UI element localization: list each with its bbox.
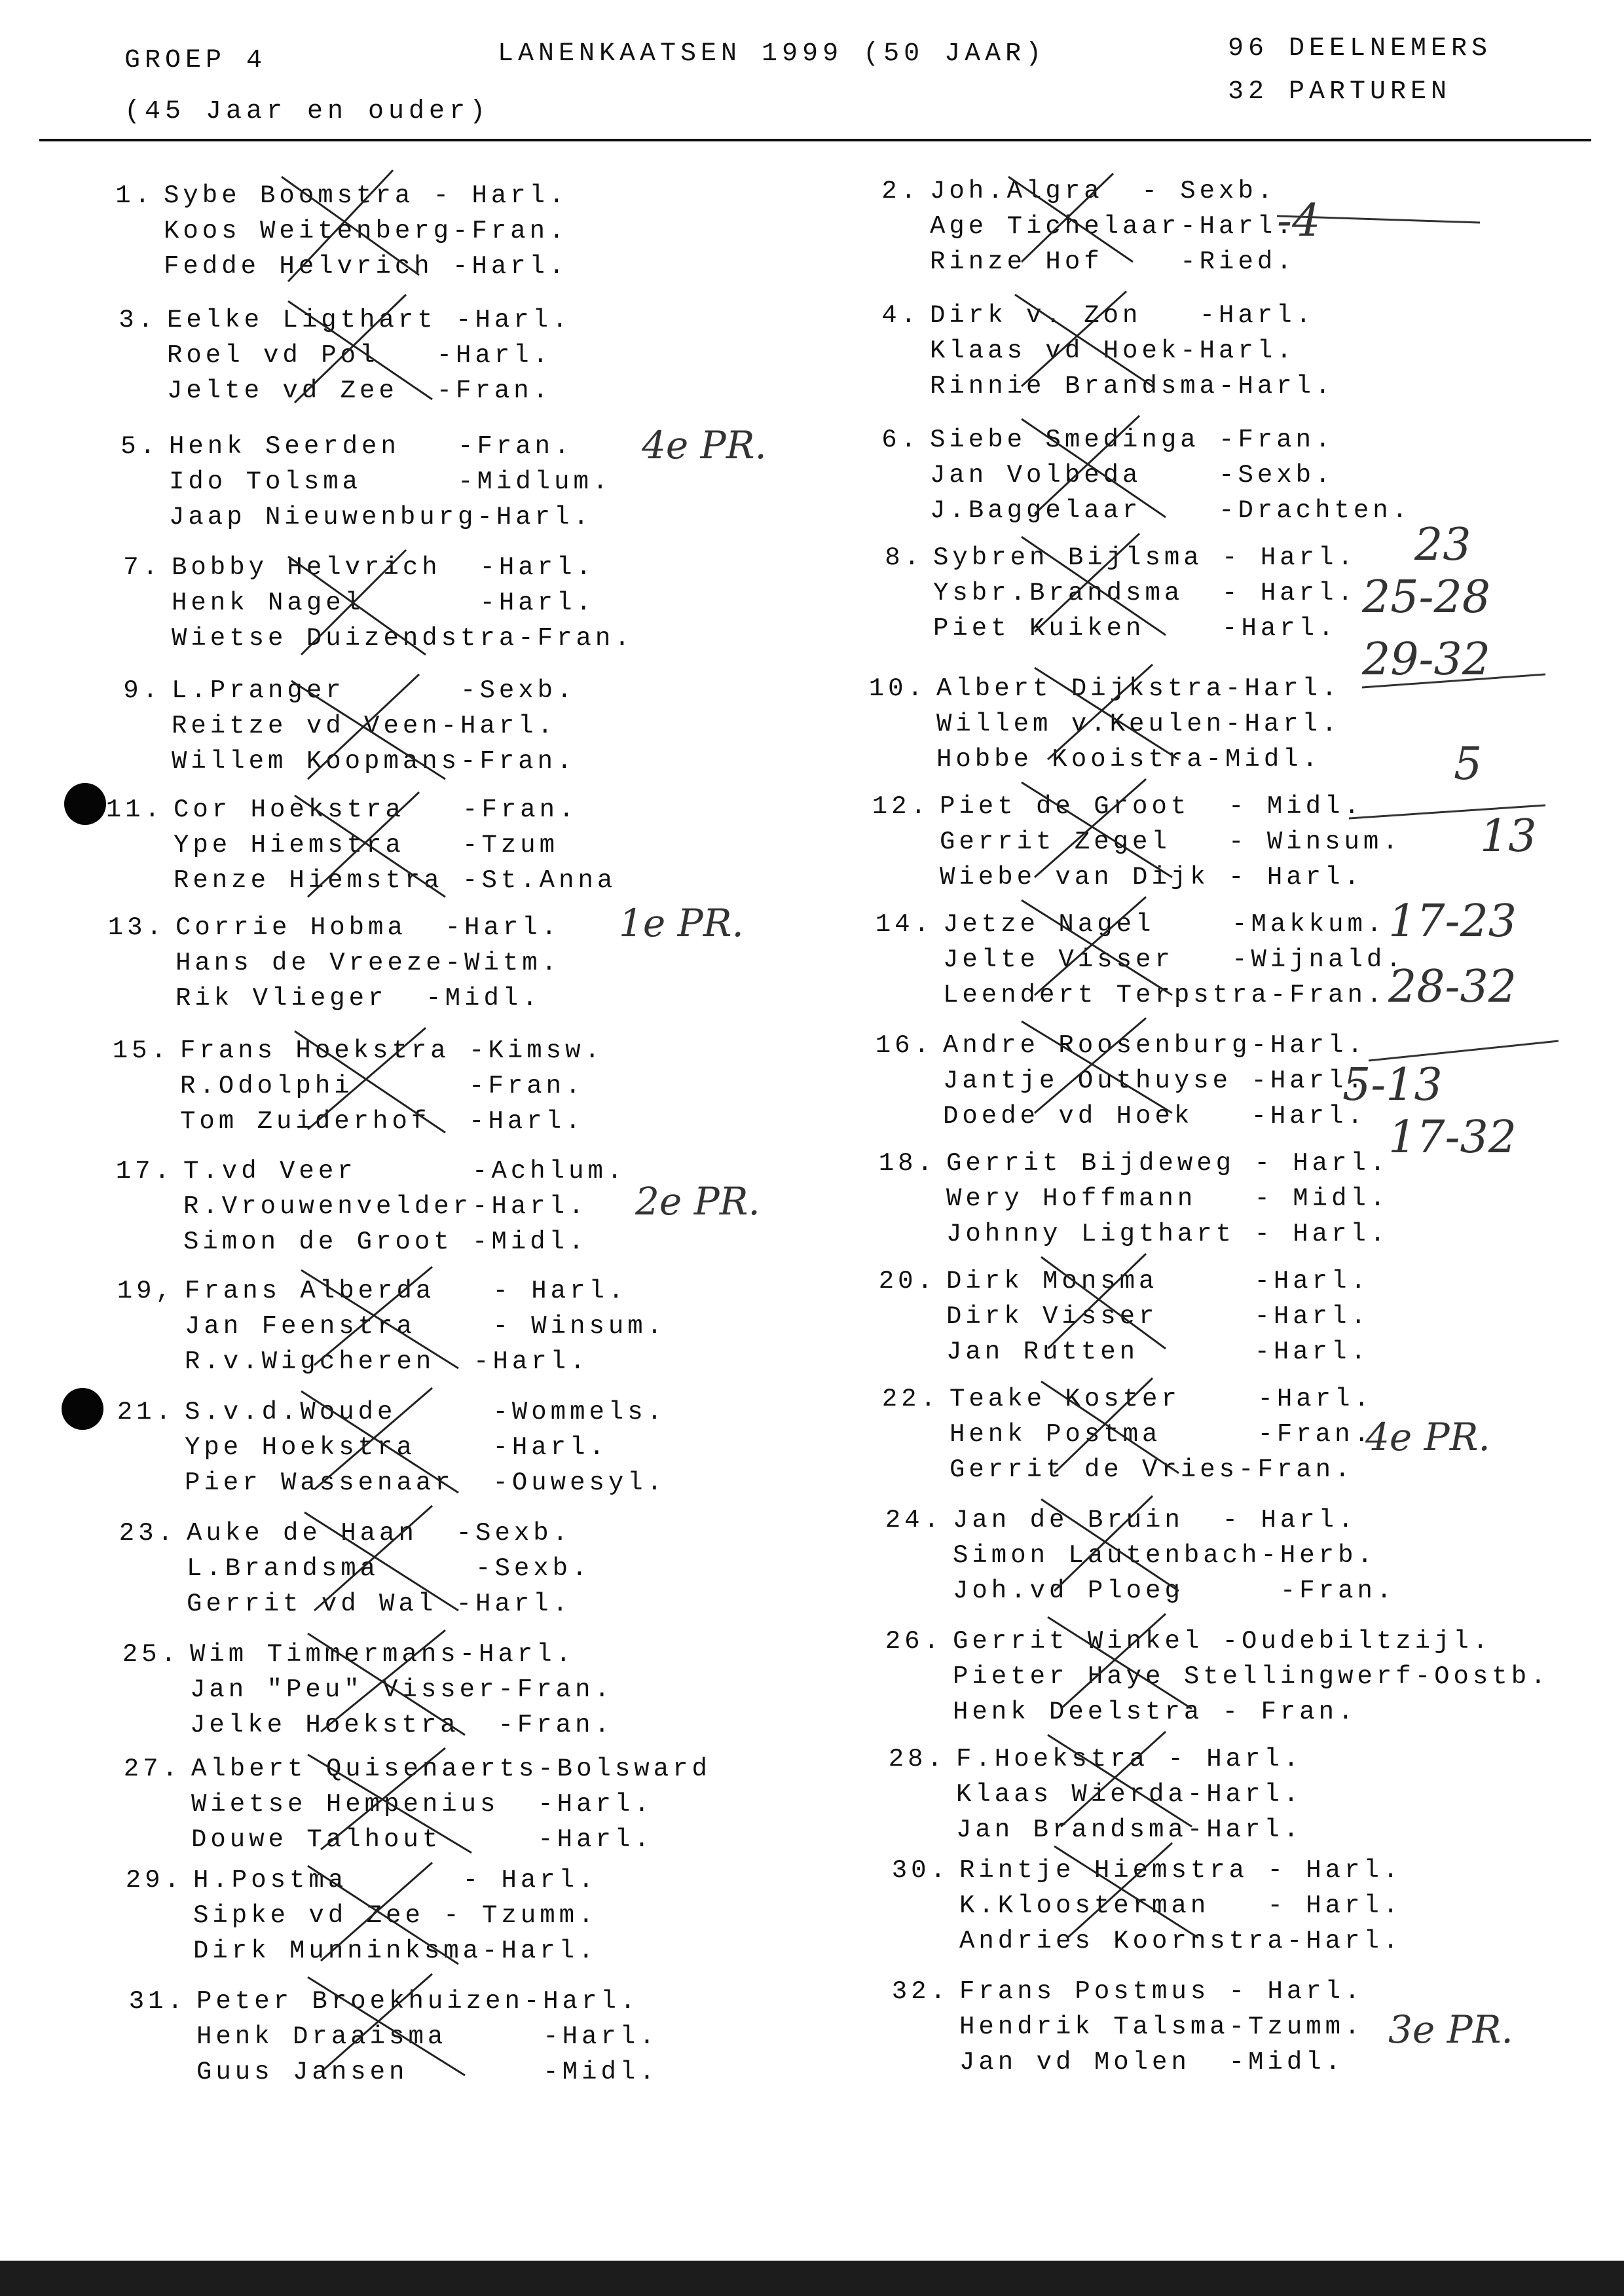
- team-number: 17.: [115, 1157, 174, 1186]
- player-line: Gerrit vd Wal -Harl.: [187, 1590, 572, 1618]
- team-number: 6.: [881, 426, 920, 454]
- team-number: 27.: [123, 1755, 181, 1783]
- team-entry: [878, 1146, 1390, 1252]
- team-number: 7.: [123, 553, 162, 582]
- team-entry: [885, 1624, 1550, 1730]
- player-line: L.Brandsma -Sexb.: [187, 1554, 591, 1583]
- participants-count: 96 DEELNEMERS: [1228, 34, 1492, 64]
- team-number: 8.: [885, 543, 923, 572]
- team-number: 31.: [128, 1987, 187, 2016]
- player-line: Gerrit Winkel -Oudebiltzijl.: [953, 1627, 1492, 1656]
- player-line: Ysbr.Brandsma - Harl.: [933, 579, 1357, 608]
- player-line: J.Baggelaar -Drachten.: [930, 496, 1412, 525]
- player-line: H.Postma - Harl.: [193, 1866, 598, 1895]
- player-line: Pier Wassenaar -Ouwesyl.: [185, 1468, 667, 1497]
- player-line: Age Tichelaar-Harl.: [930, 212, 1296, 241]
- player-line: Gerrit Bijdeweg - Harl.: [946, 1149, 1390, 1178]
- player-line: Jaap Nieuwenburg-Harl.: [169, 503, 593, 532]
- age-category-label: (45 Jaar en ouder): [124, 97, 490, 126]
- team-number: 11.: [105, 795, 164, 824]
- team-entry: [891, 1974, 1364, 2080]
- player-line: Sybren Bijlsma - Harl.: [933, 543, 1357, 572]
- team-number: 21.: [117, 1398, 175, 1427]
- team-entry: [881, 173, 1296, 280]
- player-line: Piet de Groot - Midl.: [940, 792, 1363, 821]
- player-line: Rintje Hiemstra - Harl.: [959, 1856, 1403, 1885]
- team-number: 13.: [107, 913, 166, 942]
- player-line: Hobbe Kooistra-Midl.: [936, 745, 1322, 774]
- teams-count: 32 PARTUREN: [1228, 77, 1452, 107]
- player-line: Andre Roosenburg-Harl.: [943, 1031, 1367, 1060]
- player-line: Rinnie Brandsma-Harl.: [930, 372, 1335, 401]
- player-line: Simon Lautenbach-Herb.: [953, 1541, 1376, 1570]
- team-entry: [107, 910, 561, 1016]
- player-line: Pieter Haye Stellingwerf-Oostb.: [953, 1662, 1550, 1691]
- team-entry: [119, 1516, 591, 1622]
- player-line: Jan "Peu" Visser-Fran.: [190, 1675, 614, 1704]
- player-line: Joh.Algra - Sexb.: [930, 177, 1277, 206]
- team-entry: [123, 550, 634, 656]
- document-title: LANENKAATSEN 1999 (50 JAAR): [498, 39, 1046, 69]
- team-entry: [105, 792, 617, 898]
- player-line: Jelte vd Zee -Fran.: [167, 376, 553, 405]
- team-number: 15.: [112, 1036, 170, 1065]
- player-line: L.Pranger -Sexb.: [172, 676, 576, 705]
- player-line: Rik Vlieger -Midl.: [175, 984, 542, 1013]
- team-entry: [888, 1741, 1303, 1848]
- player-line: Siebe Smedinga -Fran.: [930, 426, 1335, 454]
- player-line: Leendert Terpstra-Fran.: [943, 981, 1386, 1010]
- player-line: Wietse Hempenius -Harl.: [191, 1790, 654, 1819]
- team-number: 5.: [120, 432, 159, 461]
- player-line: Wietse Duizendstra-Fran.: [172, 624, 634, 653]
- prize-note: 4e PR.: [1365, 1415, 1490, 1459]
- player-line: Koos Weitenberg-Fran.: [164, 217, 568, 246]
- team-entry: [885, 540, 1357, 646]
- player-line: Tom Zuiderhof -Harl.: [180, 1107, 585, 1136]
- team-entry: [115, 1154, 627, 1260]
- team-entry: [115, 178, 568, 284]
- player-line: Corrie Hobma -Harl.: [175, 913, 561, 942]
- player-line: Wim Timmermans-Harl.: [190, 1640, 576, 1669]
- team-number: 28.: [888, 1745, 946, 1774]
- player-line: Teake Koster -Harl.: [950, 1385, 1373, 1413]
- player-line: Henk Draaisma -Harl.: [196, 2022, 659, 2051]
- team-number: 1.: [115, 181, 154, 210]
- player-line: Henk Seerden -Fran.: [169, 432, 574, 461]
- team-number: 2.: [881, 177, 920, 206]
- player-line: Simon de Groot -Midl.: [183, 1228, 588, 1256]
- handwritten-note: 13: [1480, 811, 1537, 862]
- player-line: Renze Hiemstra -St.Anna: [174, 866, 617, 895]
- player-line: Joh.vd Ploeg -Fran.: [953, 1576, 1396, 1605]
- team-number: 10.: [868, 674, 927, 703]
- handwritten-note: 5: [1454, 738, 1483, 790]
- player-line: R.Vrouwenvelder-Harl.: [183, 1192, 588, 1221]
- team-number: 14.: [875, 910, 933, 939]
- prize-note: 3e PR.: [1388, 2007, 1513, 2052]
- handwritten-note: -4: [1277, 195, 1321, 247]
- player-line: Eelke Ligthart -Harl.: [167, 306, 572, 335]
- team-number: 32.: [891, 1977, 950, 2006]
- team-number: 30.: [891, 1856, 950, 1885]
- prize-note: 4e PR.: [642, 423, 767, 467]
- handwritten-note: 28-32: [1388, 961, 1517, 1013]
- team-number: 22.: [881, 1385, 940, 1413]
- player-line: Frans Alberda - Harl.: [185, 1277, 628, 1305]
- player-line: Reitze vd Veen-Harl.: [172, 712, 557, 740]
- team-entry: [123, 1751, 711, 1857]
- player-line: Jan Volbeda -Sexb.: [930, 461, 1335, 490]
- handwritten-note: 17-32: [1388, 1112, 1517, 1163]
- player-line: Peter Broekhuizen-Harl.: [196, 1987, 640, 2016]
- player-line: Dirk Visser -Harl.: [946, 1302, 1370, 1331]
- player-line: Hendrik Talsma-Tzumm.: [959, 2013, 1364, 2041]
- player-line: Willem v.Keulen-Harl.: [936, 710, 1341, 738]
- team-number: 24.: [885, 1506, 943, 1535]
- handwritten-note: 23: [1414, 519, 1471, 571]
- player-line: Dirk Munninksma-Harl.: [193, 1937, 598, 1965]
- player-line: Jan Feenstra - Winsum.: [185, 1312, 667, 1341]
- prize-note: 2e PR.: [635, 1179, 760, 1224]
- prize-note: 1e PR.: [619, 901, 744, 945]
- player-line: Klaas vd Hoek-Harl.: [930, 337, 1296, 365]
- punch-hole: [64, 783, 106, 825]
- player-line: Wery Hoffmann - Midl.: [946, 1184, 1390, 1213]
- handwritten-note: 29-32: [1362, 634, 1491, 685]
- team-number: 9.: [123, 676, 162, 705]
- group-label: GROEP 4: [124, 46, 267, 75]
- team-entry: [117, 1394, 667, 1501]
- team-number: 3.: [119, 306, 157, 335]
- handwritten-note: 5-13: [1342, 1059, 1443, 1111]
- scan-bottom-edge: [0, 2261, 1624, 2296]
- team-entry: [881, 1381, 1373, 1487]
- player-line: Jan Rutten -Harl.: [946, 1338, 1370, 1366]
- team-entry: [128, 1984, 659, 2090]
- punch-hole: [62, 1388, 103, 1430]
- player-line: F.Hoekstra - Harl.: [956, 1745, 1303, 1774]
- player-line: Jelke Hoekstra -Fran.: [190, 1711, 614, 1740]
- player-line: Jantje Outhuyse -Harl.: [943, 1066, 1367, 1095]
- team-number: 23.: [119, 1519, 177, 1548]
- team-entry: [112, 1033, 604, 1139]
- player-line: Frans Hoekstra -Kimsw.: [180, 1036, 604, 1065]
- player-line: Wiebe van Dijk - Harl.: [940, 863, 1363, 892]
- player-line: Bobby Helvrich -Harl.: [172, 553, 595, 582]
- player-line: Cor Hoekstra -Fran.: [174, 795, 578, 824]
- player-line: R.v.Wigcheren -Harl.: [185, 1347, 589, 1376]
- player-line: Jan de Bruin - Harl.: [953, 1506, 1357, 1535]
- player-line: Dirk v. Zon -Harl.: [930, 301, 1316, 330]
- player-line: Jelte Visser -Wijnald.: [943, 945, 1405, 974]
- team-number: 25.: [122, 1640, 180, 1669]
- team-entry: [878, 1264, 1370, 1370]
- player-line: Rinze Hof -Ried.: [930, 247, 1296, 276]
- player-line: Jan Brandsma-Harl.: [956, 1815, 1303, 1844]
- player-line: Willem Koopmans-Fran.: [172, 747, 576, 776]
- player-line: Doede vd Hoek -Harl.: [943, 1102, 1367, 1131]
- player-line: Frans Postmus - Harl.: [959, 1977, 1364, 2006]
- team-number: 29.: [125, 1866, 183, 1895]
- player-line: Auke de Haan -Sexb.: [187, 1519, 572, 1548]
- team-entry: [885, 1503, 1396, 1609]
- team-number: 26.: [885, 1627, 943, 1656]
- player-line: R.Odolphi -Fran.: [180, 1072, 585, 1101]
- team-number: 16.: [875, 1031, 933, 1060]
- player-line: T.vd Veer -Achlum.: [183, 1157, 627, 1186]
- header-divider: [39, 139, 1591, 141]
- player-line: Dirk Monsma -Harl.: [946, 1267, 1370, 1296]
- team-entry: [123, 673, 576, 779]
- team-entry: [881, 422, 1412, 528]
- player-line: Douwe Talhout -Harl.: [191, 1825, 654, 1854]
- player-line: Henk Deelstra - Fran.: [953, 1698, 1357, 1726]
- player-line: Guus Jansen -Midl.: [196, 2058, 659, 2086]
- team-entry: [872, 789, 1402, 895]
- team-entry: [891, 1853, 1403, 1959]
- player-line: Ype Hoekstra -Harl.: [185, 1433, 608, 1462]
- player-line: Ype Hiemstra -Tzum: [174, 831, 559, 860]
- player-line: S.v.d.Woude -Wommels.: [185, 1398, 667, 1427]
- player-line: Albert Quisenaerts-Bolsward: [191, 1755, 711, 1783]
- player-line: Gerrit de Vries-Fran.: [950, 1455, 1354, 1484]
- player-line: Jan vd Molen -Midl.: [959, 2048, 1345, 2077]
- team-entry: [117, 1273, 667, 1379]
- player-line: Roel vd Pol -Harl.: [167, 341, 553, 370]
- handwritten-note: 25-28: [1362, 572, 1491, 623]
- player-line: Fedde Helvrich -Harl.: [164, 252, 568, 281]
- player-line: Henk Nagel -Harl.: [172, 589, 595, 617]
- player-line: Albert Dijkstra-Harl.: [936, 674, 1341, 703]
- player-line: Piet Kuiken -Harl.: [933, 614, 1338, 643]
- team-entry: [868, 671, 1341, 777]
- player-line: Sybe Boomstra - Harl.: [164, 181, 568, 210]
- team-entry: [875, 907, 1405, 1013]
- player-line: Klaas Wierda-Harl.: [956, 1780, 1303, 1809]
- player-line: Gerrit Zegel - Winsum.: [940, 828, 1402, 856]
- team-number: 12.: [872, 792, 930, 821]
- handwritten-note: 17-23: [1388, 896, 1517, 947]
- player-line: Jetze Nagel -Makkum.: [943, 910, 1386, 939]
- team-entry: [125, 1863, 598, 1969]
- team-entry: [122, 1637, 614, 1743]
- player-line: Andries Koornstra-Harl.: [959, 1927, 1403, 1956]
- player-line: Sipke vd Zee - Tzumm.: [193, 1901, 598, 1930]
- player-line: K.Kloosterman - Harl.: [959, 1891, 1403, 1920]
- team-number: 18.: [878, 1149, 936, 1178]
- team-number: 4.: [881, 301, 920, 330]
- team-number: 19,: [117, 1277, 175, 1305]
- team-number: 20.: [878, 1267, 936, 1296]
- player-line: Ido Tolsma -Midlum.: [169, 467, 612, 496]
- team-entry: [119, 302, 572, 409]
- player-line: Henk Postma -Fran.: [950, 1420, 1373, 1449]
- team-entry: [120, 429, 612, 535]
- player-line: Johnny Ligthart - Harl.: [946, 1220, 1390, 1248]
- player-line: Hans de Vreeze-Witm.: [175, 949, 561, 977]
- team-entry: [875, 1028, 1367, 1134]
- team-entry: [881, 298, 1335, 404]
